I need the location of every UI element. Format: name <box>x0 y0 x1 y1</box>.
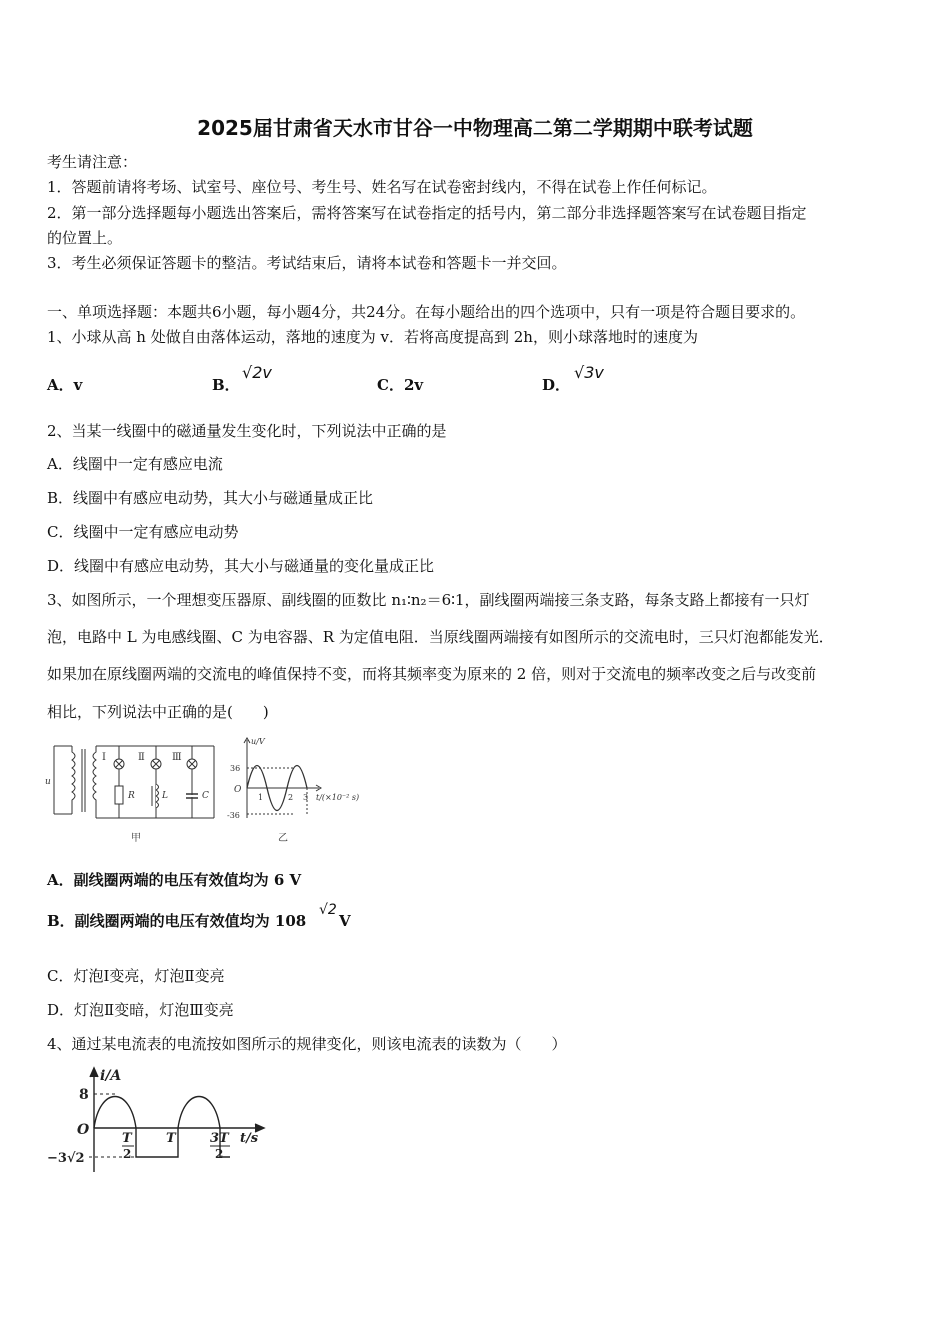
q4-stem: 4、通过某电流表的电流按如图所示的规律变化，则该电流表的读数为（ ） <box>47 1035 567 1053</box>
branch-2-label: Ⅱ <box>138 752 145 763</box>
secondary-coil <box>93 746 96 814</box>
q3-stem-line-3: 如果加在原线圈两端的交流电的峰值保持不变，而将其频率变为原来的 2 倍，则对于交流电的频率改变之后与改变前 <box>47 665 817 683</box>
notice-heading: 考生请注意： <box>47 153 138 171</box>
notice-item-3: 3．考生必须保证答题卡的整洁。考试结束后，请将本试卷和答题卡一并交回。 <box>47 254 567 272</box>
q2-option-b: B．线圈中有感应电动势，其大小与磁通量成正比 <box>47 489 374 507</box>
q3-option-b-unit: V <box>339 912 351 930</box>
resistor <box>115 786 123 804</box>
q4-figure <box>44 1064 270 1176</box>
q2-option-c: C．线圈中一定有感应电动势 <box>47 523 239 541</box>
wave-y-max: 36 <box>230 764 241 773</box>
wave-origin: O <box>234 785 242 795</box>
current-y-axis-label: i/A <box>100 1068 122 1084</box>
q3-stem-line-2: 泡，电路中 L 为电感线圈、C 为电容器、R 为定值电阻．当原线圈两端接有如图所示的交流电时，三只灯泡都能发光． <box>47 628 834 646</box>
branch-1-label: Ⅰ <box>102 752 106 763</box>
inductor <box>156 784 159 808</box>
wave-tick-2: 2 <box>288 793 294 802</box>
q3-option-b-sqrt: √2 <box>319 902 337 918</box>
q3-stem-line-1: 3、如图所示，一个理想变压器原、副线圈的匝数比 n₁∶n₂＝6∶1，副线圈两端接三条支路，每条支路上都接有一只灯 <box>47 591 810 609</box>
q2-option-a: A．线圈中一定有感应电流 <box>47 455 223 473</box>
current-x-axis-label: t/s <box>240 1131 259 1146</box>
current-half-sine-2 <box>178 1097 220 1129</box>
current-half-sine-1 <box>94 1097 136 1129</box>
q3-option-c: C．灯泡Ⅰ变亮，灯泡Ⅱ变亮 <box>47 967 225 985</box>
q2-option-d: D．线圈中有感应电动势，其大小与磁通量的变化量成正比 <box>47 557 435 575</box>
resistor-label: R <box>128 791 135 801</box>
current-y-min: −3√2 <box>47 1151 85 1166</box>
notice-item-2: 2．第一部分选择题每小题选出答案后，需将答案写在试卷指定的括号内，第二部分非选择题答案写在试卷题目指定 <box>47 204 807 222</box>
tick-3-numerator: 3T <box>210 1131 229 1146</box>
q1-option-b: B． <box>212 376 240 394</box>
q3-stem-line-4: 相比，下列说法中正确的是( ) <box>47 703 269 721</box>
q3-option-a: A．副线圈两端的电压有效值均为 6 V <box>47 871 302 889</box>
tick-1-numerator: T <box>122 1131 132 1146</box>
q3-option-b: B．副线圈两端的电压有效值均为 108 <box>47 912 307 930</box>
q1-option-d: D． <box>542 376 571 394</box>
figure-caption-a: 甲 <box>131 833 141 844</box>
inductor-label: L <box>162 791 168 801</box>
primary-coil <box>72 746 75 814</box>
wave-y-axis-label: u/V <box>251 737 265 746</box>
page-title: 2025届甘肃省天水市甘谷一中物理高二第二学期期中联考试题 <box>197 116 753 140</box>
wave-y-min: -36 <box>227 811 240 820</box>
current-origin: O <box>77 1122 90 1138</box>
q2-stem: 2、当某一线圈中的磁通量发生变化时，下列说法中正确的是 <box>47 422 447 440</box>
branch-3-label: Ⅲ <box>172 752 182 763</box>
q1-option-b-value: √2v <box>242 363 272 382</box>
q1-stem: 1、小球从高 h 处做自由落体运动，落地的速度为 v．若将高度提高到 2h，则小球落地时的速度为 <box>47 328 698 346</box>
tick-2-label: T <box>166 1131 176 1146</box>
q3-figure <box>44 734 384 846</box>
notice-item-2-cont: 的位置上。 <box>47 229 123 247</box>
wave-x-axis-label: t/(×10⁻² s) <box>316 793 360 802</box>
wave-tick-1: 1 <box>258 793 264 802</box>
q1-option-d-value: √3v <box>574 363 604 382</box>
q1-option-c: C．2v <box>377 376 424 394</box>
q3-u-label: u <box>45 777 51 787</box>
tick-1-denominator: 2 <box>123 1147 132 1161</box>
wave-tick-3: 3 <box>303 793 309 802</box>
section-heading: 一、单项选择题：本题共6小题，每小题4分，共24分。在每小题给出的四个选项中，只有一项是符合题目要求的。 <box>47 303 806 321</box>
notice-item-1: 1．答题前请将考场、试室号、座位号、考生号、姓名写在试卷密封线内，不得在试卷上作任何标记。 <box>47 178 717 196</box>
tick-3-denominator: 2 <box>215 1147 224 1161</box>
current-y-max: 8 <box>79 1087 89 1103</box>
capacitor-label: C <box>202 791 209 801</box>
q1-option-a: A．v <box>47 376 83 394</box>
q3-option-d: D．灯泡Ⅱ变暗，灯泡Ⅲ变亮 <box>47 1001 234 1019</box>
figure-caption-b: 乙 <box>278 833 288 844</box>
